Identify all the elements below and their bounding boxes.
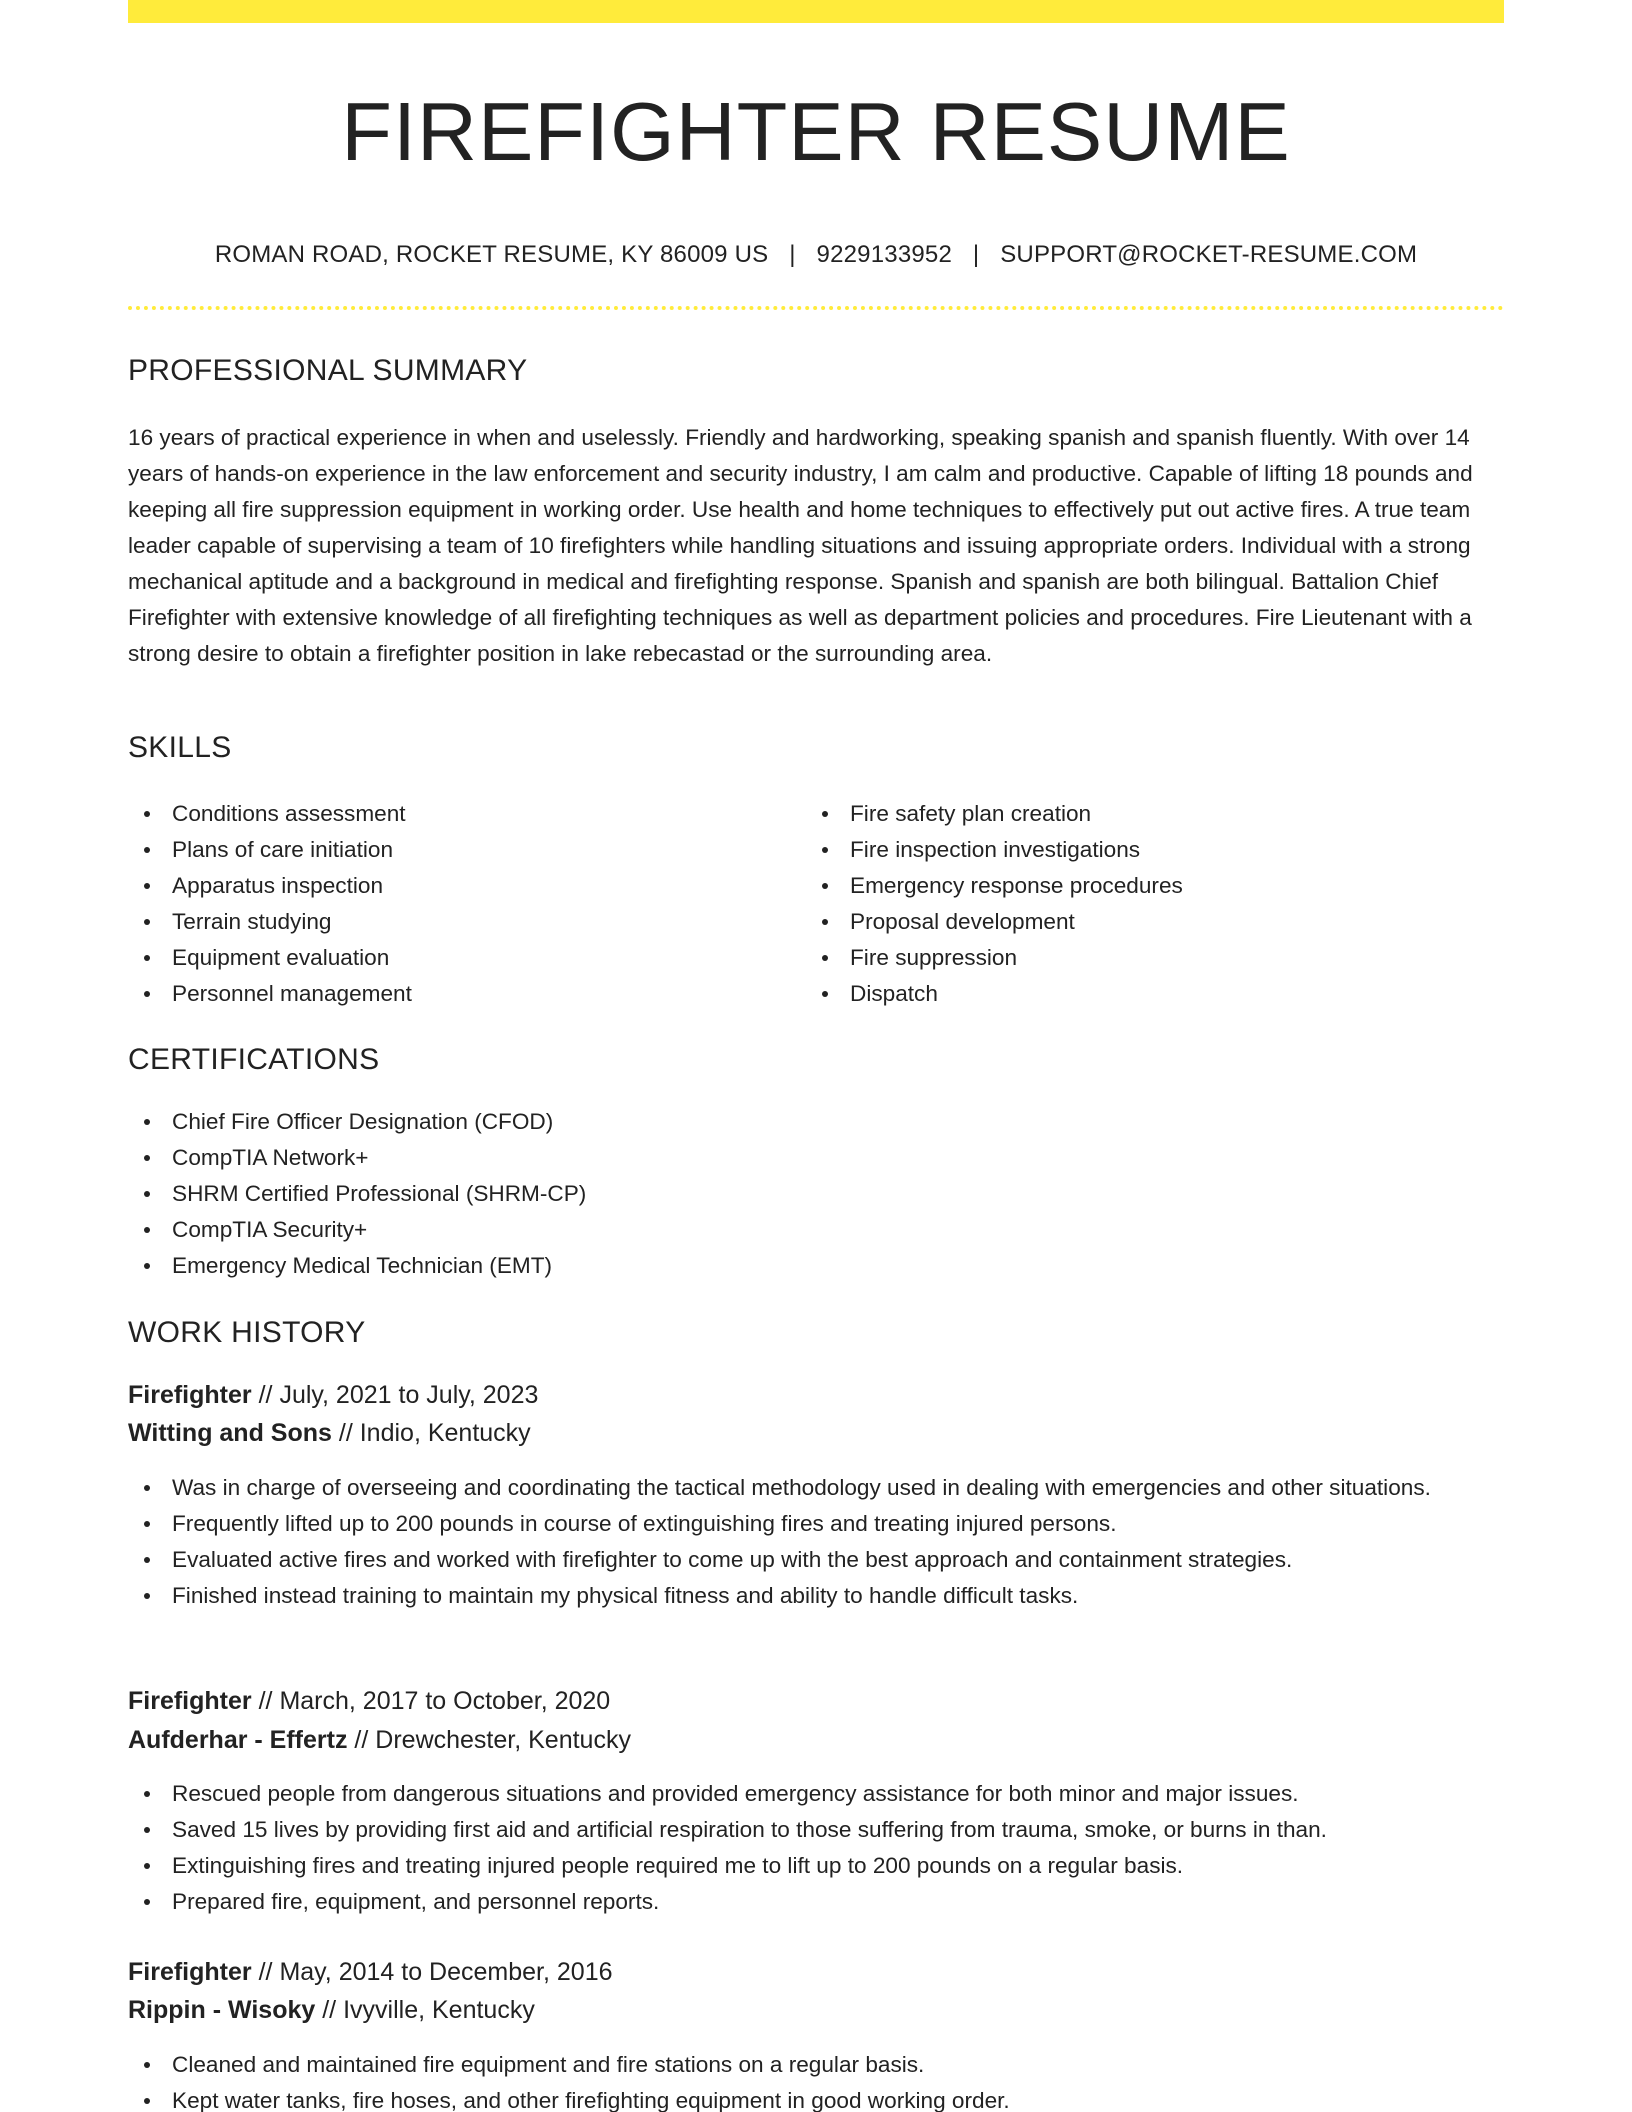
summary-text: 16 years of practical experience in when and uselessly. Friendly and hardworking, speaking spanish and spanish fluently. With over 14 years of hands-on experience in the law enforcement and security industry, I am calm and productive. Capable of lifting 18 pounds and keeping all fire suppression equipment in working order. Use health and home techniques to effectively put out active fires. A true team leader capable of supervising a team of 10 firefighters while handling situations and issuing appropriate orders. Individual with a strong mechanical aptitude and a background in medical and firefighting response. Spanish and spanish are both bilingual. Battalion Chief Firefighter with extensive knowledge of all firefighting techniques as well as department policies and procedures. Fire Lieutenant with a strong desire to obtain a firefighter position in lake rebecastad or the surrounding area. (128, 425, 1473, 666)
job-divider: // (258, 1381, 273, 1409)
job-dates: July, 2021 to July, 2023 (279, 1381, 539, 1409)
list-item: Emergency Medical Technician (EMT) (128, 1248, 1504, 1284)
job-bullets (128, 1470, 1504, 1614)
job-bullets (128, 1776, 1504, 1920)
contact-line (128, 238, 1504, 272)
list-item: Saved 15 lives by providing first aid and artificial respiration to those suffering from trauma, smoke, or burns in than. (128, 1812, 1504, 1848)
header-divider (128, 306, 1504, 310)
list-item: CompTIA Security+ (128, 1212, 1504, 1248)
job-company-line (128, 1991, 535, 2029)
list-item: Extinguishing fires and treating injured people required me to lift up to 200 pounds on a regular basis. (128, 1848, 1504, 1884)
contact-separator: | (972, 241, 980, 268)
list-item: Personnel management (128, 976, 768, 1012)
job-divider: // (338, 1419, 353, 1447)
list-item: Finished instead training to maintain my physical fitness and ability to handle difficult tasks. (128, 1578, 1504, 1614)
page-title: FIREFIGHTER RESUME (341, 85, 1291, 178)
job-company: Witting and Sons (128, 1419, 332, 1447)
certifications-list (128, 1104, 1504, 1284)
job-divider: // (258, 1958, 273, 1986)
job-company-line (128, 1721, 631, 1759)
list-item: Plans of care initiation (128, 832, 768, 868)
job-company: Rippin - Wisoky (128, 1996, 316, 2024)
list-item: Fire safety plan creation (806, 796, 1486, 832)
skills-list-right (806, 796, 1486, 1012)
work-history-heading: WORK HISTORY (128, 1316, 366, 1349)
list-item: Terrain studying (128, 904, 768, 940)
job-role: Firefighter (128, 1958, 252, 1986)
list-item: Was in charge of overseeing and coordinating the tactical methodology used in dealing with emergencies and other situations. (128, 1470, 1504, 1506)
list-item: Rescued people from dangerous situations and provided emergency assistance for both minor and major issues. (128, 1776, 1504, 1812)
job-title-line (128, 1376, 538, 1414)
job-company-line (128, 1414, 531, 1452)
list-item: CompTIA Network+ (128, 1140, 1504, 1176)
job-role: Firefighter (128, 1687, 252, 1715)
list-item: Emergency response procedures (806, 868, 1486, 904)
job-title-line (128, 1953, 613, 1991)
list-item: Proposal development (806, 904, 1486, 940)
list-item: Apparatus inspection (128, 868, 768, 904)
job-divider: // (258, 1687, 273, 1715)
job-divider: // (322, 1996, 337, 2024)
list-item: Conditions assessment (128, 796, 768, 832)
summary-heading: PROFESSIONAL SUMMARY (128, 354, 528, 387)
list-item: Dispatch (806, 976, 1486, 1012)
contact-address: ROMAN ROAD, ROCKET RESUME, KY 86009 US (214, 241, 769, 268)
job-location: Drewchester, Kentucky (375, 1726, 631, 1754)
list-item: Equipment evaluation (128, 940, 768, 976)
list-item: Chief Fire Officer Designation (CFOD) (128, 1104, 1504, 1140)
job-location: Indio, Kentucky (359, 1419, 531, 1447)
job-dates: March, 2017 to October, 2020 (279, 1687, 611, 1715)
contact-separator: | (789, 241, 796, 268)
list-item: Prepared fire, equipment, and personnel reports. (128, 1884, 1504, 1920)
job-title-line (128, 1682, 610, 1720)
skills-heading: SKILLS (128, 731, 232, 764)
skills-list-left (128, 796, 768, 1012)
list-item: Kept water tanks, fire hoses, and other firefighting equipment in good working order. (128, 2083, 1504, 2112)
job-dates: May, 2014 to December, 2016 (279, 1958, 613, 1986)
list-item: Cleaned and maintained fire equipment and fire stations on a regular basis. (128, 2047, 1504, 2083)
list-item: Frequently lifted up to 200 pounds in course of extinguishing fires and treating injured persons. (128, 1506, 1504, 1542)
list-item: Evaluated active fires and worked with firefighter to come up with the best approach and containment strategies. (128, 1542, 1504, 1578)
job-company: Aufderhar - Effertz (128, 1726, 348, 1754)
contact-email: SUPPORT@ROCKET-RESUME.COM (1000, 241, 1418, 268)
top-accent-bar (128, 0, 1504, 23)
list-item: Fire inspection investigations (806, 832, 1486, 868)
certifications-heading: CERTIFICATIONS (128, 1043, 380, 1076)
contact-phone: 9229133952 (816, 241, 953, 268)
list-item: Fire suppression (806, 940, 1486, 976)
job-divider: // (354, 1726, 369, 1754)
job-bullets (128, 2047, 1504, 2112)
job-role: Firefighter (128, 1381, 252, 1409)
job-location: Ivyville, Kentucky (343, 1996, 535, 2024)
list-item: SHRM Certified Professional (SHRM-CP) (128, 1176, 1504, 1212)
